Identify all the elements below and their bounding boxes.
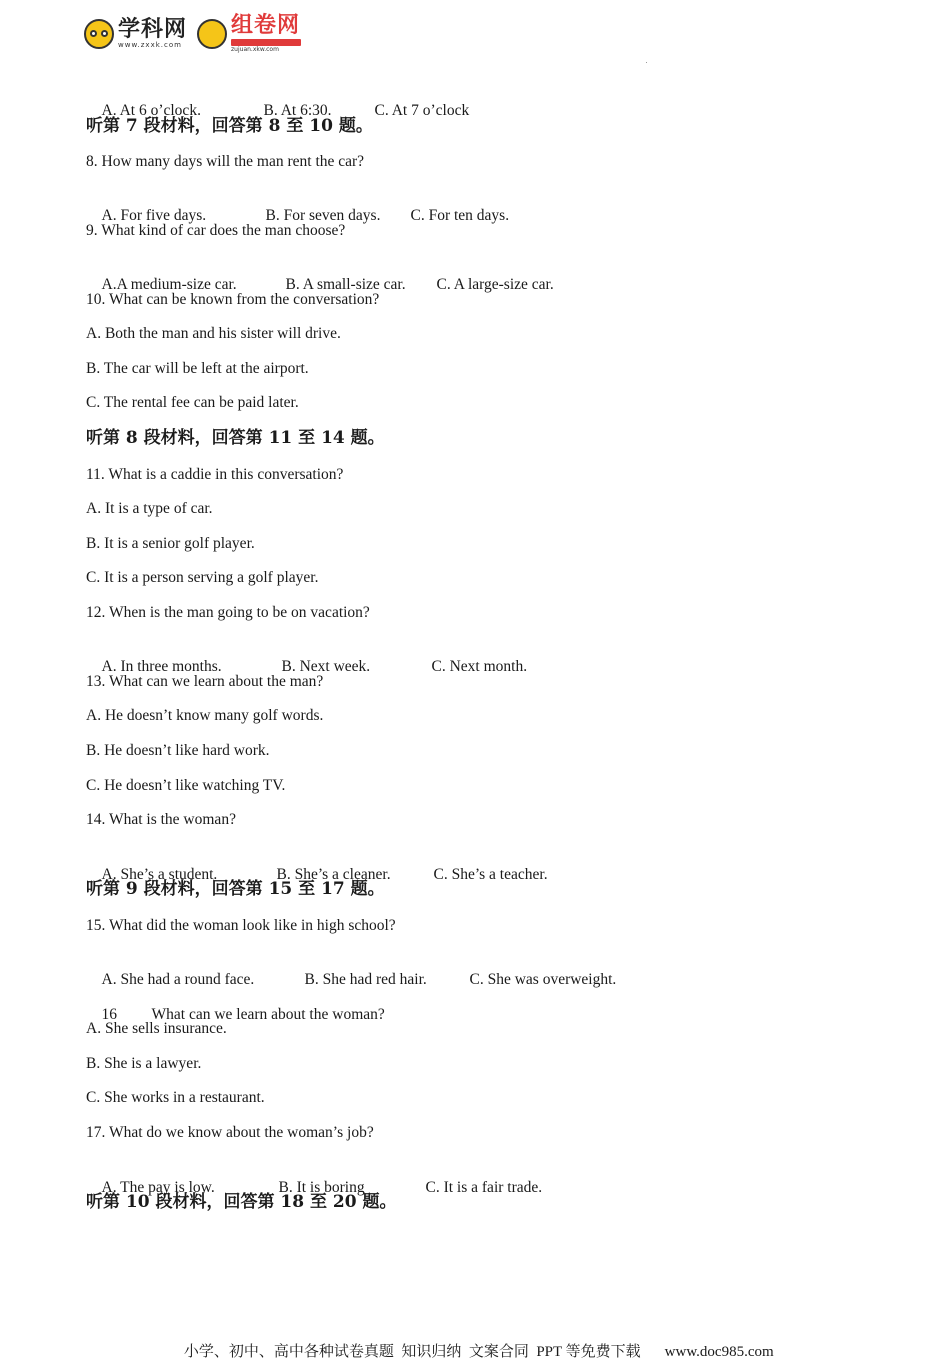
footer-url[interactable]: www.doc985.com [664,1344,774,1360]
option-a: A. She had a round face. [101,971,255,988]
q13-option-b: B. He doesn’t like hard work. [86,742,270,759]
question-9: 9. What kind of car does the man choose? [86,222,346,239]
section-9-heading: 听第 9 段材料，回答第 15 至 17 题。 [86,879,385,899]
q11-option-c: C. It is a person serving a golf player. [86,569,319,586]
q10-option-a: A. Both the man and his sister will drive. [86,325,341,342]
q16-option-b: B. She is a lawyer. [86,1055,202,1072]
option-c: C. She was overweight. [469,971,617,988]
option-a: A. At 6 o’clock. [101,102,201,119]
q16-option-a: A. She sells insurance. [86,1020,227,1037]
option-a: A. The pay is low. [101,1179,215,1196]
option-a: A. In three months. [101,658,222,675]
stray-dot [646,62,647,63]
question-16-number: 16 [101,1006,117,1023]
q13-option-c: C. He doesn’t like watching TV. [86,777,286,794]
footer-text: 小学、初中、高中各种试卷真题 知识归纳 文案合同 PPT 等免费下载 [183,1344,641,1360]
graduate-icon [197,19,227,49]
option-a: A. She’s a student. [101,866,218,883]
option-b: B. She had red hair. [304,971,427,988]
option-a: A.A medium-size car. [101,276,237,293]
zujuan-logo [197,15,301,53]
option-b: B. Next week. [281,658,371,675]
question-16-text: What can we learn about the woman? [151,1006,385,1023]
option-c: C. It is a fair trade. [425,1179,543,1196]
question-8: 8. How many days will the man rent the car? [86,153,365,170]
q16-option-c: C. She works in a restaurant. [86,1089,265,1106]
section-8-heading: 听第 8 段材料，回答第 11 至 14 题。 [86,428,385,448]
logo1-text: 学科网 [118,17,188,42]
zxxk-logo [84,19,187,49]
logo2-sub: zujuan.xkw.com [231,46,279,53]
option-c: C. She’s a teacher. [433,866,548,883]
smiley-icon [84,19,114,49]
option-b: B. She’s a cleaner. [276,866,391,883]
logo1-sub: www.zxxk.com [118,41,182,49]
section-10-heading: 听第 10 段材料，回答第 18 至 20 题。 [86,1192,397,1212]
option-c: C. At 7 o’clock [374,102,470,119]
option-c: C. For ten days. [410,207,510,224]
option-b: B. At 6:30. [263,102,332,119]
q11-option-a: A. It is a type of car. [86,500,213,517]
logo2-text: 组卷网 [231,13,301,38]
q13-option-a: A. He doesn’t know many golf words. [86,707,324,724]
section-7-heading: 听第 7 段材料，回答第 8 至 10 题。 [86,116,373,136]
q11-option-b: B. It is a senior golf player. [86,535,255,552]
q10-option-b: B. The car will be left at the airport. [86,360,309,377]
question-11: 11. What is a caddie in this conversation? [86,466,344,483]
option-c: C. Next month. [431,658,528,675]
question-13: 13. What can we learn about the man? [86,673,324,690]
question-10: 10. What can be known from the conversation? [86,291,380,308]
question-12: 12. When is the man going to be on vacation? [86,604,370,621]
question-14: 14. What is the woman? [86,811,236,828]
option-b: B. It is boring [278,1179,365,1196]
option-b: B. A small-size car. [285,276,406,293]
option-c: C. A large-size car. [436,276,554,293]
option-b: B. For seven days. [265,207,381,224]
question-15: 15. What did the woman look like in high school? [86,917,396,934]
footer [0,1322,950,1362]
header-logos [84,12,301,56]
question-17: 17. What do we know about the woman’s job? [86,1124,374,1141]
logo2-bar [231,39,301,46]
option-a: A. For five days. [101,207,207,224]
q10-option-c: C. The rental fee can be paid later. [86,394,299,411]
